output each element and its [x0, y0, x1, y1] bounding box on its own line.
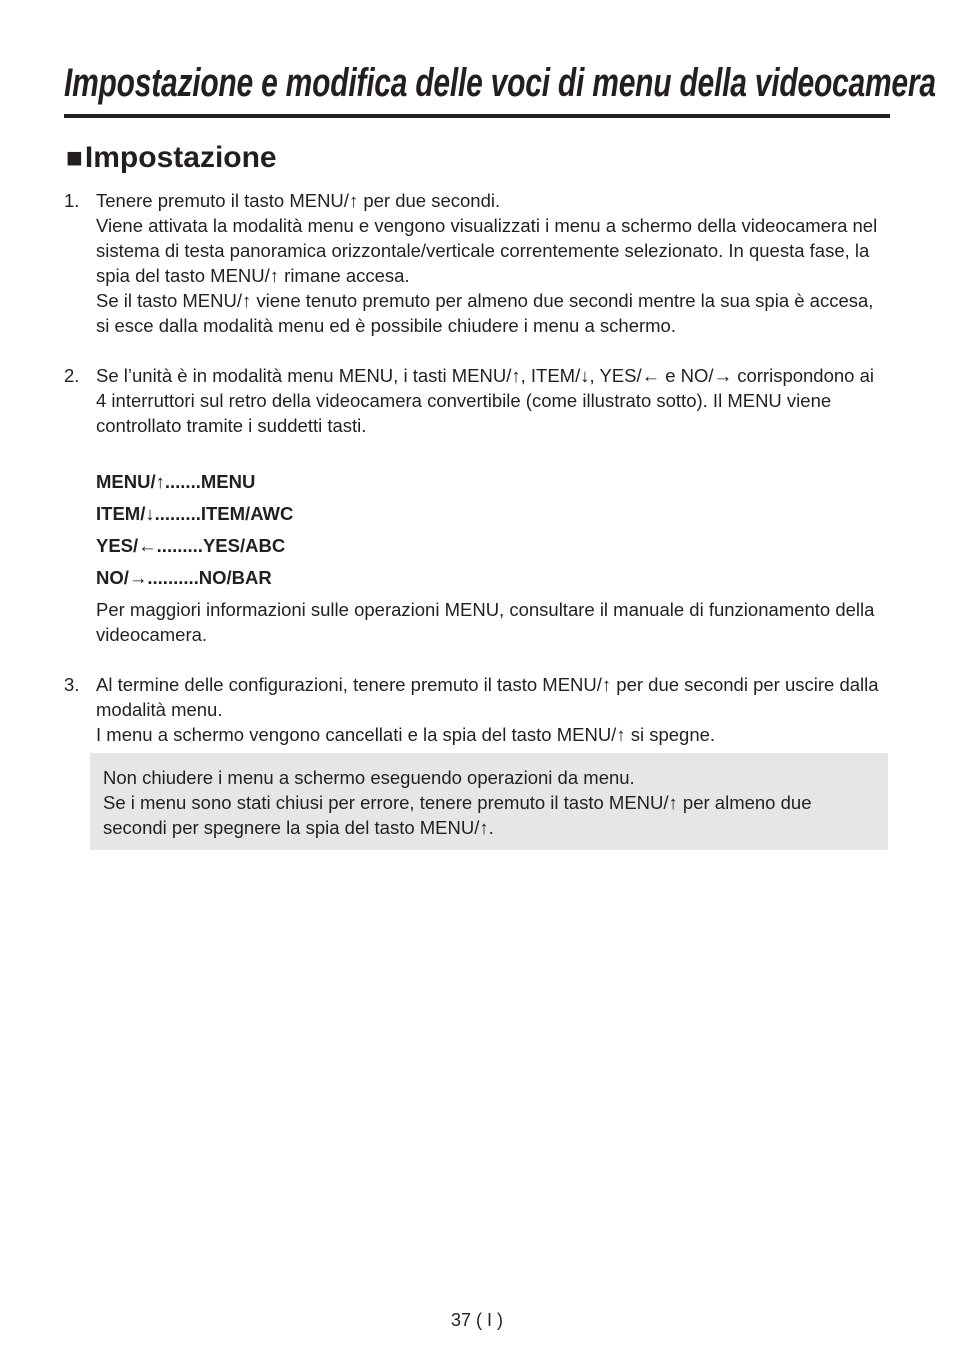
leader-dots: ....... — [164, 471, 201, 492]
text: per due secondi. — [358, 190, 501, 211]
key-mapping-row — [96, 469, 888, 501]
key-label: ITEM/ — [96, 503, 146, 524]
step-number: 3. — [64, 674, 80, 695]
key-mapping-row — [96, 533, 888, 565]
note-line-2 — [103, 790, 874, 840]
key-mapping-list — [96, 469, 888, 597]
arrow-up-icon: ↑ — [155, 471, 165, 492]
arrow-left-icon: ← — [138, 535, 157, 556]
step-number: 1. — [64, 190, 80, 211]
text: Se il tasto MENU/ — [96, 290, 242, 311]
section-heading — [66, 138, 277, 178]
arrow-left-icon: ← — [641, 365, 661, 386]
text: Al termine delle configurazioni, tenere premuto il tasto MENU/ — [96, 674, 602, 695]
text: Viene attivata la modalità menu e vengono visualizzati i menu a schermo della videocamera nel sistema di testa panoramica orizzontale/verticale correntemente selezionato. In questa fase, la spia del tasto MENU/ — [96, 215, 878, 286]
section-heading-text: Impostazione — [84, 141, 277, 174]
note-box — [90, 753, 888, 850]
arrow-up-icon: ↑ — [348, 190, 359, 211]
leader-dots: ......... — [154, 503, 201, 524]
step-2-text — [96, 363, 888, 438]
arrow-up-icon: ↑ — [616, 724, 626, 745]
arrow-up-icon: ↑ — [601, 674, 612, 695]
text: e NO/ — [660, 365, 714, 386]
step-1-para-2 — [96, 213, 888, 288]
text: , ITEM/ — [520, 365, 581, 386]
key-label: NO/ — [96, 567, 129, 588]
text: si spegne. — [625, 724, 716, 745]
arrow-down-icon: ↓ — [580, 365, 590, 386]
title-rule — [64, 114, 890, 118]
text: per due secondi per uscire dalla modalità menu. — [96, 674, 879, 720]
leader-dots: .......... — [147, 567, 199, 588]
text: . — [488, 817, 494, 838]
key-mapping-row — [96, 565, 888, 597]
instructions — [64, 188, 888, 850]
page-number: 37 ( I ) — [450, 1310, 503, 1330]
arrow-up-icon: ↑ — [511, 365, 521, 386]
key-value: NO/BAR — [198, 567, 272, 588]
text: , YES/ — [589, 365, 642, 386]
more-info-text: Per maggiori informazioni sulle operazioni MENU, consultare il manuale di funzionamento della videocamera. — [96, 599, 875, 645]
note-line-1: Non chiudere i menu a schermo eseguendo operazioni da menu. — [103, 767, 635, 788]
arrow-up-icon: ↑ — [668, 792, 678, 813]
arrow-down-icon: ↓ — [145, 503, 155, 524]
arrow-up-icon: ↑ — [269, 265, 280, 286]
key-value: YES/ABC — [202, 535, 286, 556]
text: Se l’unità è in modalità menu MENU, i tasti MENU/ — [96, 365, 512, 386]
page-title: Impostazione e modifica delle voci di menu della videocamera — [64, 61, 936, 105]
square-bullet-icon: ■ — [66, 142, 83, 173]
text: viene tenuto premuto per almeno due secondi mentre la sua spia è accesa, si esce dalla modalità menu ed è possibile chiudere i menu a schermo. — [96, 290, 874, 336]
text: per almeno due secondi per spegnere la spia del tasto MENU/ — [103, 792, 812, 838]
key-label: YES/ — [96, 535, 139, 556]
step-1 — [64, 188, 888, 338]
arrow-up-icon: ↑ — [242, 290, 252, 311]
arrow-right-icon: → — [128, 567, 148, 588]
leader-dots: ......... — [156, 535, 203, 556]
text: Tenere premuto il tasto MENU/ — [96, 190, 349, 211]
step-3 — [64, 672, 888, 747]
step-1-para-3 — [96, 288, 888, 338]
arrow-right-icon: → — [713, 365, 733, 386]
text: Se i menu sono stati chiusi per errore, tenere premuto il tasto MENU/ — [103, 792, 669, 813]
step-number: 2. — [64, 365, 80, 386]
step-3-para-2 — [96, 722, 888, 747]
text: corrispondono ai 4 interruttori sul retro della videocamera convertibile (come illustrato sotto). Il MENU viene controllato tramite i suddetti tasti. — [96, 365, 874, 436]
key-value: MENU — [200, 471, 256, 492]
key-label: MENU/ — [96, 471, 156, 492]
key-mapping-row — [96, 501, 888, 533]
step-2 — [64, 363, 888, 647]
text: I menu a schermo vengono cancellati e la spia del tasto MENU/ — [96, 724, 617, 745]
arrow-up-icon: ↑ — [479, 817, 489, 838]
text: rimane accesa. — [279, 265, 410, 286]
step-3-line — [96, 672, 888, 722]
key-value: ITEM/AWC — [200, 503, 294, 524]
step-1-line — [96, 188, 888, 213]
